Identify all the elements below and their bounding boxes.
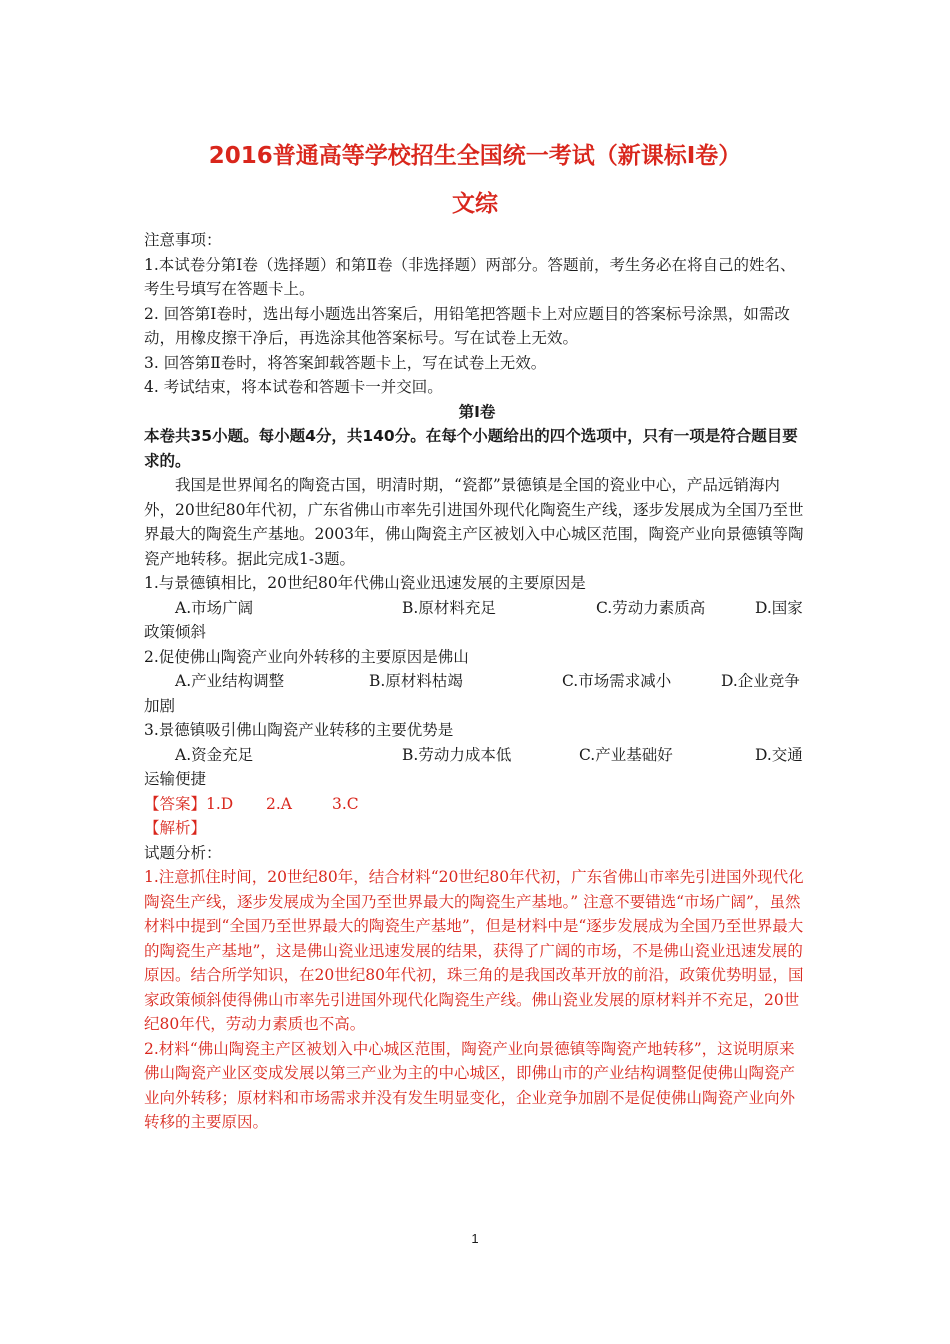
analysis-paragraph-1: 1.注意抓住时间，20世纪80年，结合材料“20世纪80年代初，广东省佛山市率先引进国外现代化陶瓷生产线，逐步发展成为全国乃至世界最大的陶瓷生产基地。” 注意不要错选“市场广阔”，虽然材料中提到“全国乃至世界最大的陶瓷生产基地”，但是材料中是“逐步发展成为全国乃至世界最大的陶瓷生产基地”，这是佛山瓷业迅速发展的结果，获得了广阔的市场，不是佛山瓷业迅速发展的原因。结合所学知识，在20世纪80年代初，珠三角的是我国改革开放的前沿，政策优势明显，国家政策倾斜使得佛山市率先引进国外现代化陶瓷生产线。佛山瓷业发展的原材料并不充足，20世纪80年代，劳动力素质也不高。 (144, 868, 804, 1033)
option-b: B.原材料枯竭 (369, 672, 463, 690)
note-item-4: 4. 考试结束，将本试卷和答题卡一并交回。 (144, 378, 443, 396)
option-a: A.资金充足 (175, 745, 254, 764)
analysis-subheading: 试题分析： (144, 843, 222, 862)
question-1 (144, 571, 810, 645)
option-d: D.企业竞争 (721, 672, 800, 690)
option-d: D.交通 (755, 745, 803, 764)
analysis-paragraph-2: 2.材料“佛山陶瓷主产区被划入中心城区范围，陶瓷产业向景德镇等陶瓷产地转移”，这说明原来佛山陶瓷产业区变成发展以第三产业为主的中心城区，即佛山市的产业结构调整促使佛山陶瓷产业向外转移；原材料和市场需求并没有发生明显变化，企业竞争加剧不是促使佛山陶瓷产业向外转移的主要原因。 (144, 1039, 796, 1131)
reading-passage: 我国是世界闻名的陶瓷古国，明清时期，“瓷都”景德镇是全国的瓷业中心，产品远销海内外，20世纪80年代初，广东省佛山市率先引进国外现代化陶瓷生产线，逐步发展成为全国乃至世界最大的陶瓷生产基地。2003年，佛山陶瓷主产区被划入中心城区范围，陶瓷产业向景德镇等陶瓷产地转移。据此完成1-3题。 (144, 476, 804, 568)
option-b: B.劳动力成本低 (402, 745, 512, 764)
answer-label: 【答案】 (144, 794, 207, 813)
option-c: C.劳动力素质高 (596, 598, 706, 617)
answer-item-2: 2.A (266, 794, 292, 813)
option-c: C.产业基础好 (579, 745, 673, 764)
exam-subject: 文综 (452, 191, 498, 217)
answer-item-3: 3.C (332, 794, 359, 813)
page-number: 1 (471, 1231, 479, 1246)
option-d-continued: 加剧 (144, 696, 176, 715)
question-options (144, 596, 810, 621)
notes-header: 注意事项： (144, 231, 222, 249)
option-b: B.原材料充足 (402, 598, 496, 617)
question-options (144, 743, 810, 768)
section-instruction: 本卷共35小题。每小题4分，共140分。在每个小题给出的四个选项中，只有一项是符合题目要求的。 (144, 427, 798, 470)
option-c: C.市场需求减小 (562, 672, 672, 690)
exam-title: 2016普通高等学校招生全国统一考试（新课标Ⅰ卷） (208, 143, 742, 169)
question-stem: 3.景德镇吸引佛山陶瓷产业转移的主要优势是 (144, 721, 454, 739)
content-body (144, 228, 810, 1135)
note-item-1: 1.本试卷分第Ⅰ卷（选择题）和第Ⅱ卷（非选择题）两部分。答题前，考生务必在将自己的姓名、考生号填写在答题卡上。 (144, 255, 796, 298)
note-item-2: 2. 回答第Ⅰ卷时，选出每小题选出答案后，用铅笔把答题卡上对应题目的答案标号涂黑，如需改动，用橡皮擦干净后，再选涂其他答案标号。写在试卷上无效。 (144, 304, 790, 347)
question-stem: 1.与景德镇相比，20世纪80年代佛山瓷业迅速发展的主要原因是 (144, 574, 586, 592)
question-3 (144, 718, 810, 792)
option-d-continued: 政策倾斜 (144, 623, 207, 641)
answer-item-1: 1.D (206, 794, 234, 813)
question-stem: 2.促使佛山陶瓷产业向外转移的主要原因是佛山 (144, 647, 469, 666)
option-d-continued: 运输便捷 (144, 770, 207, 788)
analysis-label: 【解析】 (144, 819, 207, 837)
option-a: A.市场广阔 (175, 598, 254, 617)
option-d: D.国家 (755, 598, 803, 617)
note-item-3: 3. 回答第Ⅱ卷时，将答案卸载答题卡上，写在试卷上无效。 (144, 353, 547, 372)
option-a: A.产业结构调整 (175, 672, 285, 690)
question-2 (144, 645, 810, 719)
answer-line (144, 792, 810, 817)
section-heading: 第Ⅰ卷 (458, 402, 496, 421)
question-options (144, 669, 810, 694)
